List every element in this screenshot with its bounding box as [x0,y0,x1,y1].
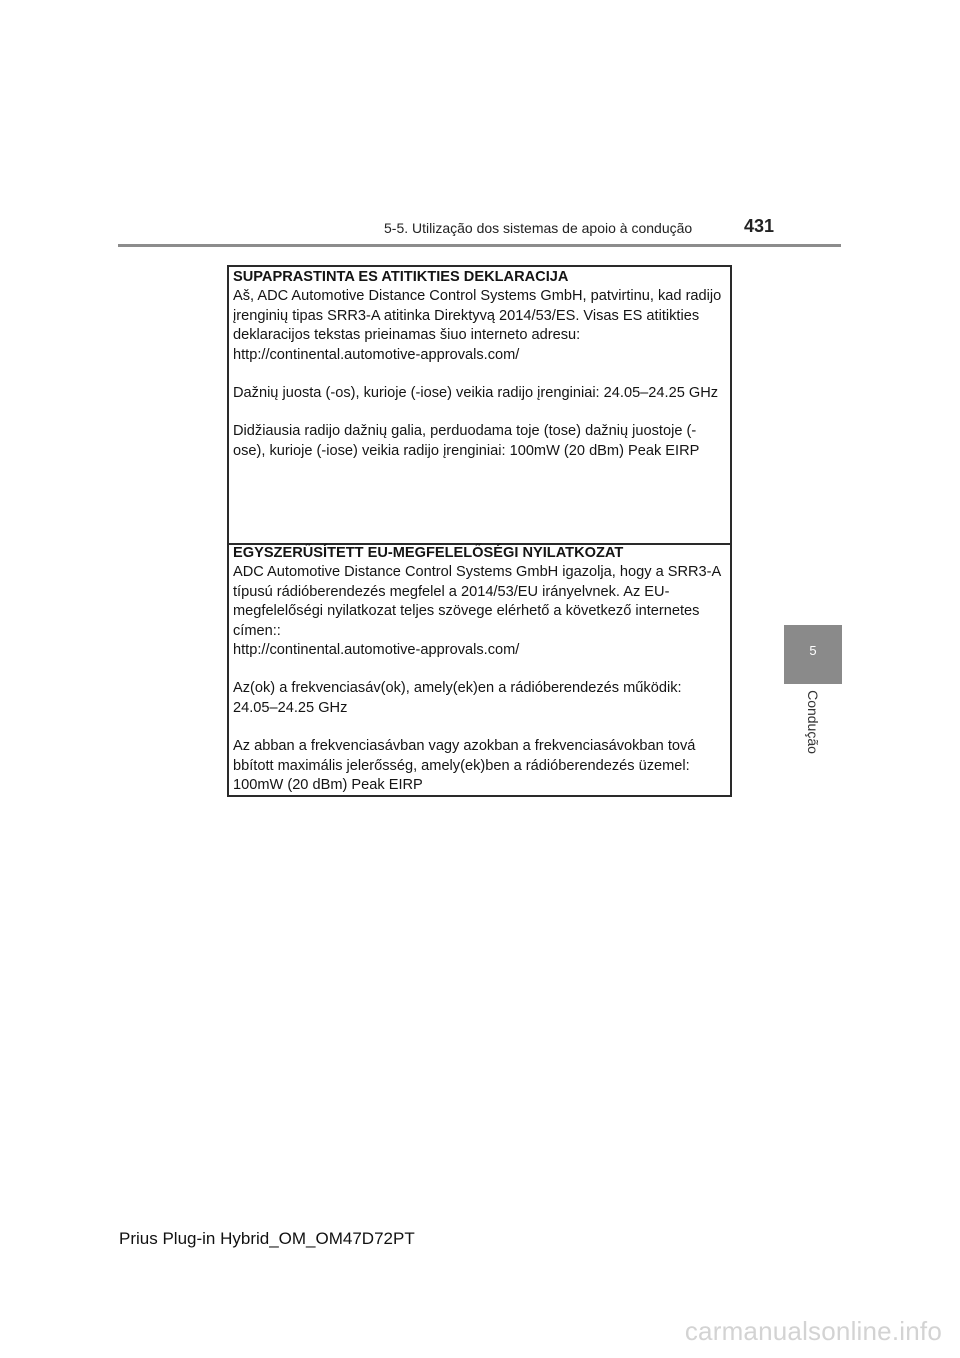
chapter-number: 5 [809,643,817,658]
header-divider [118,244,841,247]
declaration-url: http://continental.automotive-approvals.com/ [233,346,520,363]
declaration-url: http://continental.automotive-approvals.com/ [233,642,520,659]
frequency-band: Dažnių juosta (-os), kurioje (-iose) veikia radijo įrenginiai: 24.05–24.25 GHz [233,385,719,402]
declaration-statement: ADC Automotive Distance Control Systems GmbH igazolja, hogy a SRR3-A típusú rádióberendezés megfelel a 2014/53/EU irányelvnek. Az EU-megfelelőségi nyilatkozat teljes szövege elérhető a következő internetes címen:: [233,564,721,639]
document-id: Prius Plug-in Hybrid_OM_OM47D72PT [119,1229,415,1248]
declaration-box [227,265,732,797]
page-number: 431 [744,216,775,236]
declaration-hungarian [229,543,730,795]
max-power: Didžiausia radijo dažnių galia, perduodama toje (tose) dažnių juostoje (-ose), kurioje (-iose) veikia radijo įrenginiai: 100mW (20 dBm) Peak EIRP [233,423,700,459]
declaration-title: SUPAPRASTINTA ES ATITIKTIES DEKLARACIJA [233,269,569,285]
max-power: Az abban a frekvenciasávban vagy azokban a frekvenciasávokban tová bbított maximális jelerősség, amely(ek)ben a rádióberendezés üzemel: 100mW (20 dBm) Peak EIRP [233,738,696,794]
frequency-band: Az(ok) a frekvenciasáv(ok), amely(ek)en a rádióberendezés működik: 24.05–24.25 GHz [233,680,682,716]
watermark: carmanualsonline.info [684,1316,942,1346]
section-title: 5-5. Utilização dos sistemas de apoio à condução [384,220,693,236]
declaration-title: EGYSZERŰSÍTETT EU-MEGFELELŐSÉGI NYILATKOZAT [233,545,624,561]
declaration-statement: Aš, ADC Automotive Distance Control Systems GmbH, patvirtinu, kad radijo įrenginių tipas SRR3-A atitinka Direktyvą 2014/53/ES. Visas ES atitikties deklaracijos tekstas prieinamas šiuo interneto adresu: [233,288,722,344]
chapter-label: Condução [805,690,821,754]
declaration-lithuanian [229,267,730,545]
chapter-tab[interactable] [784,625,842,684]
